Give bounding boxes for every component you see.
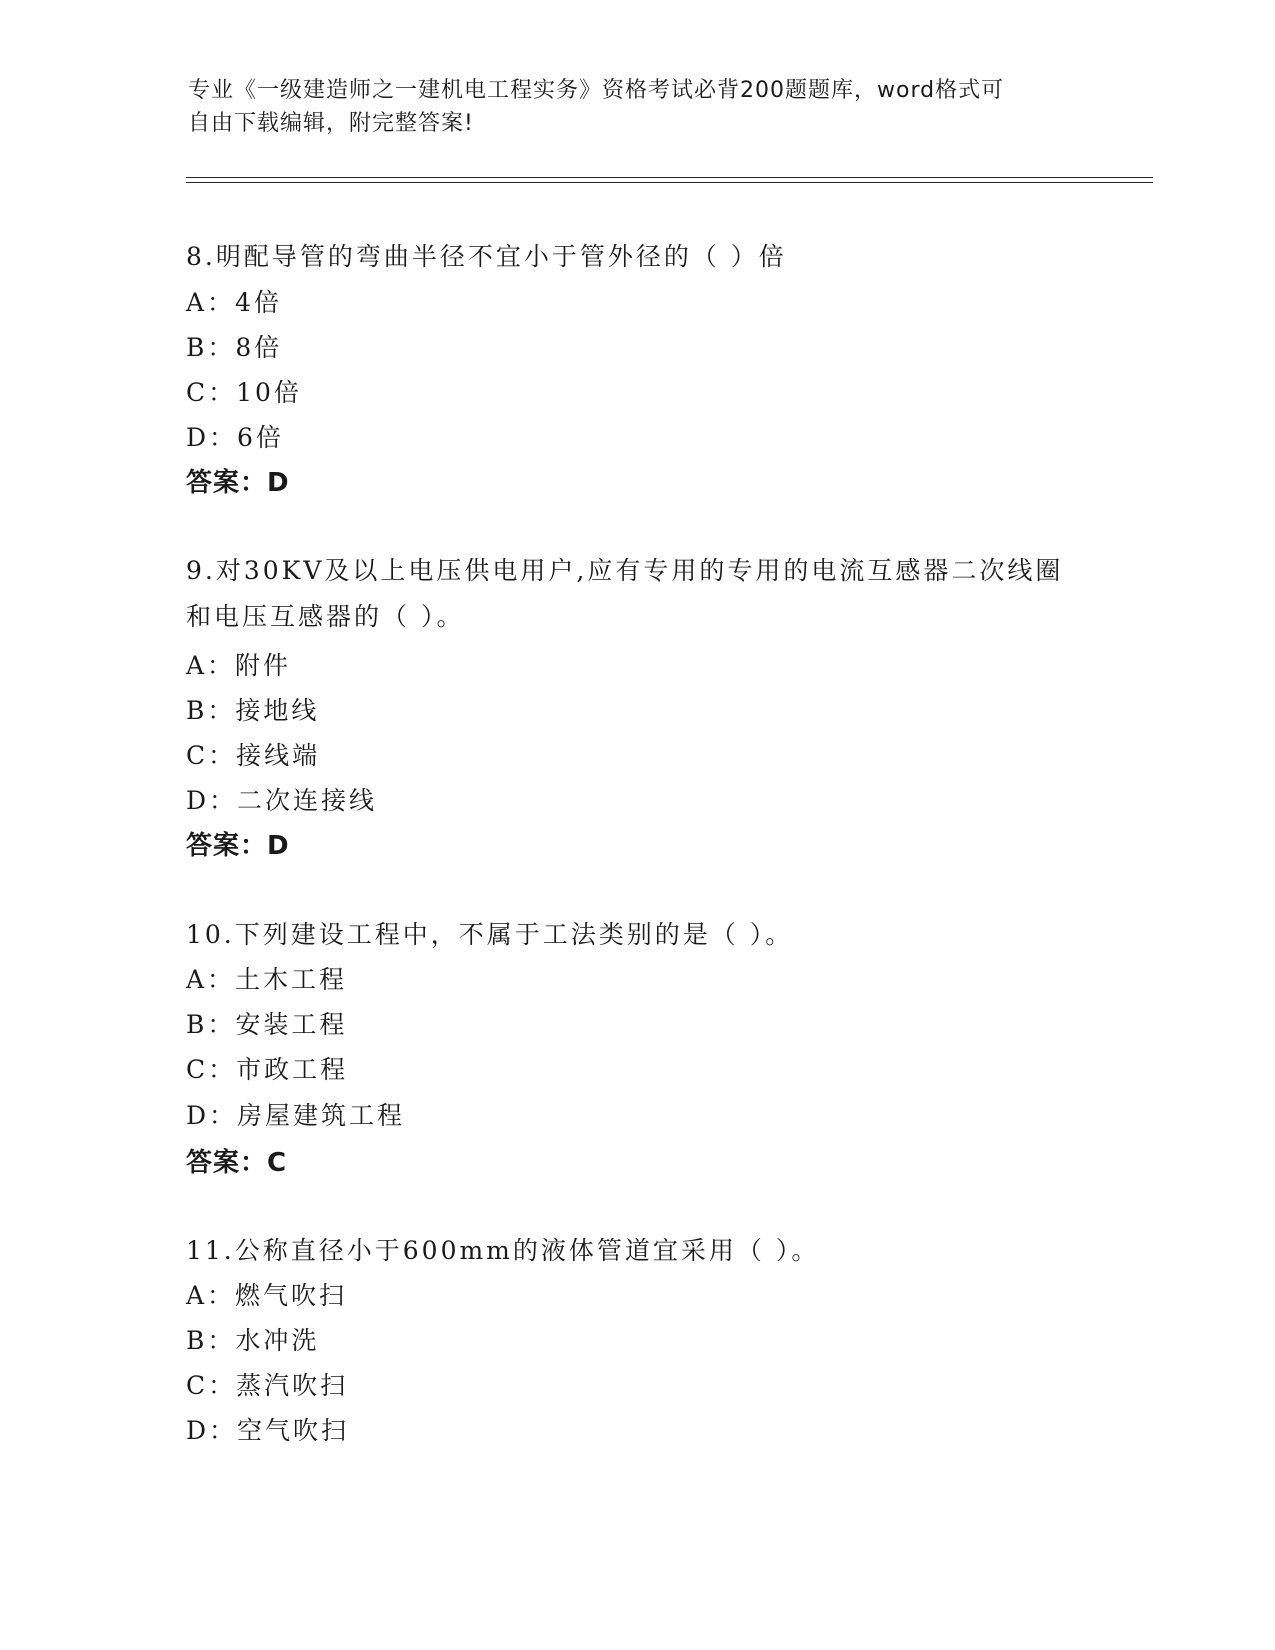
question-10-option-c: C：市政工程 — [186, 1055, 349, 1084]
question-8-answer: 答案：D — [186, 468, 290, 498]
header-divider-bottom — [186, 182, 1153, 183]
question-9-option-b: B：接地线 — [186, 696, 320, 725]
question-11-option-b: B：水冲洗 — [186, 1326, 320, 1355]
question-11-option-a: A：燃气吹扫 — [186, 1281, 348, 1310]
question-8-option-d: D：6倍 — [186, 423, 284, 452]
question-10-option-d: D：房屋建筑工程 — [186, 1101, 406, 1130]
document-header — [188, 74, 1088, 140]
question-11-option-c: C：蒸汽吹扫 — [186, 1371, 349, 1400]
question-11-text: 11.公称直径小于600mm的液体管道宜采用（ ）。 — [186, 1236, 820, 1265]
question-8-text: 8.明配导管的弯曲半径不宜小于管外径的（ ）倍 — [186, 242, 787, 271]
question-10-option-a: A：土木工程 — [186, 965, 348, 994]
question-9-option-a: A：附件 — [186, 651, 292, 680]
question-11-option-d: D：空气吹扫 — [186, 1416, 350, 1445]
question-10-answer: 答案：C — [186, 1148, 288, 1178]
question-8-option-c: C：10倍 — [186, 378, 302, 407]
question-9-option-c: C：接线端 — [186, 741, 321, 770]
header-divider-top — [186, 177, 1153, 178]
question-8-option-b: B：8倍 — [186, 333, 283, 362]
question-9-text: 9.对30KV及以上电压供电用户,应有专用的专用的电流互感器二次线圈和电压互感器的（ ）。 — [186, 556, 1064, 631]
question-10-text: 10.下列建设工程中，不属于工法类别的是（ ）。 — [186, 920, 794, 949]
question-10-option-b: B：安装工程 — [186, 1010, 348, 1039]
question-9-option-d: D：二次连接线 — [186, 786, 378, 815]
header-line-1: 专业《一级建造师之一建机电工程实务》资格考试必背200题题库，word格式可 — [188, 78, 1005, 103]
header-line-2: 自由下载编辑，附完整答案! — [188, 111, 474, 136]
question-9-answer: 答案：D — [186, 831, 290, 861]
question-8-option-a: A：4倍 — [186, 288, 282, 317]
